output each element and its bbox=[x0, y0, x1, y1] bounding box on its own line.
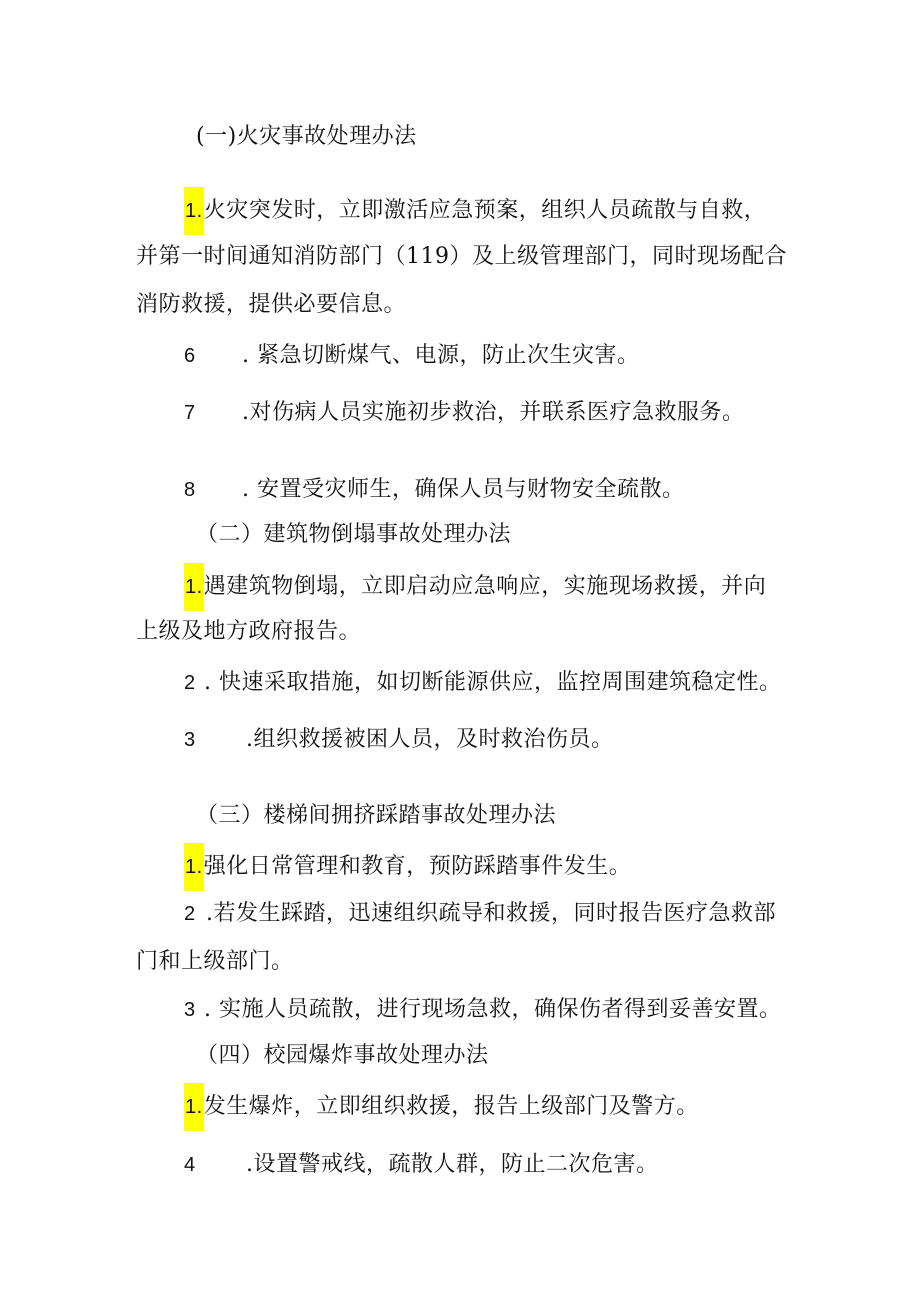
item-number: 7 bbox=[184, 402, 196, 424]
list-item bbox=[184, 995, 782, 1025]
item-text: . 实施人员疏散，进行现场急救，确保伤者得到妥善安置。 bbox=[204, 997, 782, 1022]
item-text: 遇建筑物倒塌，立即启动应急响应，实施现场救援，并向 bbox=[203, 574, 767, 599]
item-number: 4 bbox=[184, 1154, 196, 1176]
section-heading: (一)火灾事故处理办法 bbox=[196, 124, 417, 149]
list-item bbox=[184, 187, 766, 235]
item-text-continuation: 门和上级部门。 bbox=[136, 949, 294, 974]
item-number: 3 bbox=[184, 999, 196, 1021]
item-text-continuation: 并第一时间通知消防部门（119）及上级管理部门，同时现场配合 bbox=[136, 244, 787, 269]
item-number: 2 bbox=[184, 903, 196, 925]
item-text: . 紧急切断煤气、电源，防止次生灾害。 bbox=[242, 343, 640, 368]
item-text: 强化日常管理和教育，预防踩踏事件发生。 bbox=[203, 854, 632, 879]
list-item bbox=[184, 1083, 699, 1131]
list-item bbox=[184, 899, 776, 929]
list-item bbox=[184, 563, 766, 611]
section-heading: （四）校园爆炸事故处理办法 bbox=[196, 1043, 489, 1068]
list-item bbox=[184, 843, 631, 891]
item-number-highlight: 1. bbox=[184, 187, 204, 235]
item-text: .若发生踩踏，迅速组织疏导和救援，同时报告医疗急救部 bbox=[206, 901, 776, 926]
list-item bbox=[184, 341, 640, 371]
item-number: 3 bbox=[184, 729, 196, 751]
item-text: .对伤病人员实施初步救治，并联系医疗急救服务。 bbox=[242, 400, 745, 425]
section-heading: （三）楼梯间拥挤踩踏事故处理办法 bbox=[196, 803, 557, 828]
item-text: 发生爆炸，立即组织救援，报告上级部门及警方。 bbox=[203, 1094, 699, 1119]
item-text: . 安置受灾师生，确保人员与财物安全疏散。 bbox=[242, 477, 685, 502]
item-text: .设置警戒线，疏散人群，防止二次危害。 bbox=[246, 1152, 659, 1177]
item-number: 6 bbox=[184, 345, 196, 367]
list-item bbox=[184, 725, 614, 755]
section-heading: （二）建筑物倒塌事故处理办法 bbox=[196, 522, 512, 547]
list-item bbox=[184, 668, 782, 698]
item-number-highlight: 1. bbox=[184, 563, 204, 611]
item-text: 火灾突发时，立即激活应急预案，组织人员疏散与自救， bbox=[203, 198, 767, 223]
item-number-highlight: 1. bbox=[184, 1083, 204, 1131]
item-number-highlight: 1. bbox=[184, 843, 204, 891]
item-text: .组织救援被困人员，及时救治伤员。 bbox=[246, 727, 614, 752]
list-item bbox=[184, 475, 685, 505]
item-text-continuation: 上级及地方政府报告。 bbox=[136, 619, 362, 644]
list-item bbox=[184, 1150, 659, 1180]
item-number: 8 bbox=[184, 479, 196, 501]
item-text: . 快速采取措施，如切断能源供应，监控周围建筑稳定性。 bbox=[204, 670, 782, 695]
item-number: 2 bbox=[184, 672, 196, 694]
item-text-continuation: 消防救援，提供必要信息。 bbox=[136, 292, 407, 317]
list-item bbox=[184, 398, 745, 428]
